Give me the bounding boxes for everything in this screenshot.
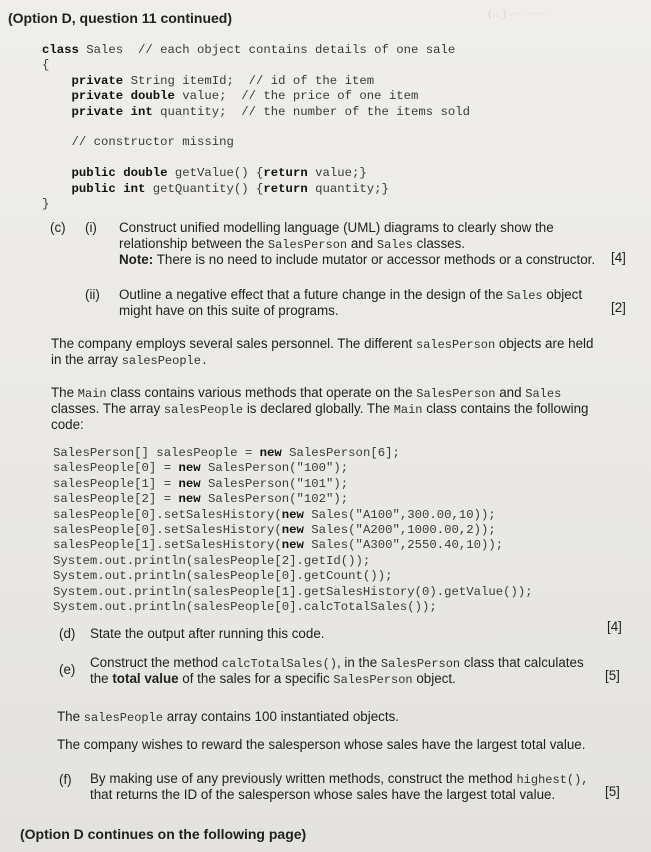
part-c-i-note: Note: There is no need to include mutator or accessor methods or a constructor. bbox=[119, 252, 596, 267]
code-line: public double getValue() {return value;} bbox=[71, 166, 367, 181]
code-line: salesPeople[0] = new SalesPerson("100"); bbox=[53, 461, 349, 476]
part-c-i-line1: Construct unified modelling language (UML) diagrams to clearly show the bbox=[119, 220, 554, 235]
instantiated-para: The salesPeople array contains 100 instantiated objects. bbox=[57, 709, 399, 725]
code-line: System.out.println(salesPeople[1].getSalesHistory(0).getValue()); bbox=[53, 584, 533, 599]
code-line: System.out.println(salesPeople[0].calcTotalSales()); bbox=[53, 599, 437, 614]
code-line: SalesPerson[] salesPeople = new SalesPerson[6]; bbox=[53, 446, 400, 460]
code-line: class Sales // each object contains details of one sale bbox=[42, 43, 456, 57]
code-line: salesPeople[0].setSalesHistory(new Sales("A100",300.00,10)); bbox=[53, 507, 496, 522]
part-e-line1: Construct the method calcTotalSales(), in the SalesPerson class that calculates bbox=[90, 655, 584, 671]
sales-class-code bbox=[42, 43, 470, 212]
part-c-letter: (c) bbox=[50, 220, 66, 235]
part-c-i-number: (i) bbox=[85, 220, 97, 235]
continued-heading: (Option D, question 11 continued) bbox=[8, 10, 232, 26]
continues-footer: (Option D continues on the following page) bbox=[20, 826, 307, 842]
part-c-i-line2: relationship between the SalesPerson and Sales classes. bbox=[119, 236, 466, 252]
code-line: salesPeople[1].setSalesHistory(new Sales("A300",2550.40,10)); bbox=[53, 538, 504, 553]
code-line bbox=[42, 120, 470, 135]
main-para-line1: The Main class contains various methods that operate on the SalesPerson and Sales bbox=[51, 385, 562, 401]
part-e-line2: the total value of the sales for a specific SalesPerson object. bbox=[90, 671, 456, 687]
part-c-ii-line2: might have on this suite of programs. bbox=[119, 303, 339, 318]
code-line: private double value; // the price of one item bbox=[71, 89, 419, 104]
part-d-marks: [4] bbox=[607, 619, 622, 634]
part-f-line1: By making use of any previously written methods, construct the method highest(), bbox=[90, 771, 589, 787]
code-line: salesPeople[0].setSalesHistory(new Sales("A200",1000.00,2)); bbox=[53, 522, 496, 537]
part-d-text: State the output after running this code. bbox=[90, 626, 325, 641]
code-line: salesPeople[1] = new SalesPerson("101"); bbox=[53, 476, 349, 491]
personnel-para-line2: in the array salesPeople. bbox=[51, 352, 209, 368]
code-line: } bbox=[42, 196, 50, 211]
part-c-ii-marks: [2] bbox=[611, 300, 626, 315]
part-f-marks: [5] bbox=[605, 784, 620, 799]
part-c-ii-line1: Outline a negative effect that a future change in the design of the Sales object bbox=[119, 287, 583, 303]
show-through-text: (…) ··· ··· ··· bbox=[488, 8, 549, 20]
code-line: // constructor missing bbox=[42, 135, 234, 150]
code-line: salesPeople[2] = new SalesPerson("102"); bbox=[53, 492, 349, 507]
code-line: private String itemId; // id of the item bbox=[71, 73, 375, 88]
main-para-line2: classes. The array salesPeople is declared globally. The Main class contains the following bbox=[51, 401, 589, 417]
reward-para: The company wishes to reward the salesperson whose sales have the largest total value. bbox=[57, 737, 586, 752]
part-d-letter: (d) bbox=[59, 626, 76, 641]
code-line: private int quantity; // the number of the items sold bbox=[71, 104, 471, 119]
part-f-letter: (f) bbox=[59, 772, 72, 787]
code-line: System.out.println(salesPeople[0].getCount()); bbox=[53, 569, 393, 584]
part-e-letter: (e) bbox=[59, 662, 76, 677]
code-line bbox=[42, 151, 470, 166]
part-e-marks: [5] bbox=[605, 668, 620, 683]
main-class-code bbox=[53, 446, 533, 615]
code-line: public int getQuantity() {return quantity;} bbox=[71, 181, 389, 196]
personnel-para-line1: The company employs several sales personnel. The different salesPerson objects are held bbox=[51, 336, 594, 352]
part-c-ii-number: (ii) bbox=[85, 287, 100, 302]
main-para-line3: code: bbox=[51, 417, 84, 432]
code-line: { bbox=[42, 58, 50, 73]
part-f-line2: that returns the ID of the salesperson whose sales have the largest total value. bbox=[90, 787, 556, 802]
part-c-i-marks: [4] bbox=[611, 250, 626, 265]
code-line: System.out.println(salesPeople[2].getId()); bbox=[53, 553, 371, 568]
